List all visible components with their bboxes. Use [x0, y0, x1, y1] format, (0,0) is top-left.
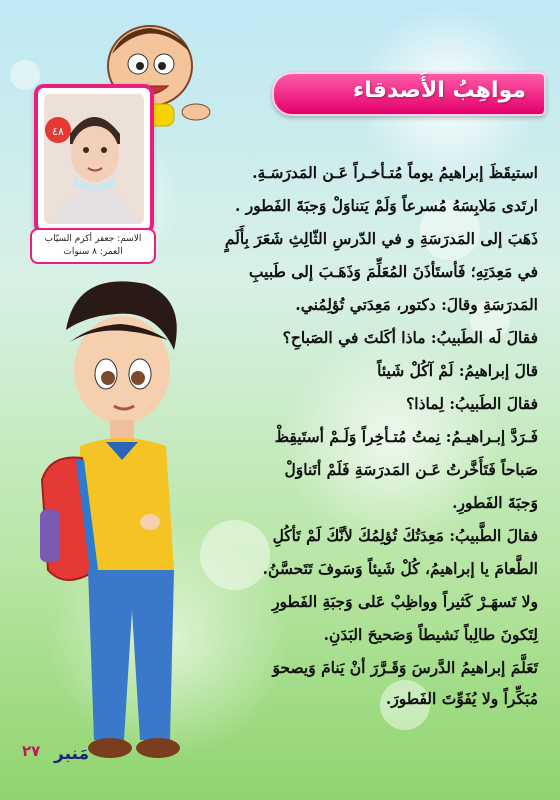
page-number: ٢٧ — [22, 742, 41, 760]
story-line: ارتَدى مَلابِسَهُ مُسرعاً وَلَمْ يَتناوَلْ وَجبَةَ الفَطور . — [235, 196, 538, 215]
boy-portrait-image — [44, 94, 144, 224]
author-photo — [44, 94, 144, 224]
photo-badge-number: ٤٨ — [52, 125, 64, 138]
author-caption — [30, 228, 156, 264]
story-line: فَـرَدَّ إبـراهيـمُ: نِمتُ مُتـأخِراً وَلَـمْ أستَيقِظْ — [274, 427, 538, 446]
story-line: صَباحاً فَتَأَخَّرتُ عَـن المَدرَسَةِ فَلَمْ أتَناوَلْ — [284, 460, 538, 479]
story-line: الطَّعامَ يا إبراهيمُ، كُلْ شَيئاً وَسَوفَ تَتَحسَّنُ. — [262, 559, 538, 578]
story-line: فقالَ الطَبيبُ: لِماذا؟ — [406, 394, 538, 413]
author-photo-frame — [34, 84, 154, 234]
story-line: تَعَلَّمَ إبراهيمُ الدَّرسَ وَقَـرَّرَ أنْ يَنامَ وَيصحوَ — [272, 658, 538, 677]
story-line: لِتَكونَ طالِباً نَشيطاً وَصَحيحَ البَدَنِ. — [323, 625, 538, 644]
story-line: مُبَكِّراً ولا يُفَوِّتَ الفَطورَ. — [385, 689, 538, 708]
story-line: وَجبَةَ الفَطورِ. — [452, 493, 538, 512]
story-line: ولا تَسهَـرْ كَثيراً وواظِبْ عَلى وَجبَةِ الفَطورِ — [272, 592, 538, 611]
story-line: قالَ إبراهيمُ: لَمْ آكُلْ شَيئاً — [377, 361, 538, 380]
story-line: ذَهَبَ إلى المَدرَسَةِ و في الدّرسِ الثّالِثِ شَعَرَ بِأَلَمٍ — [224, 229, 538, 248]
magazine-logo: مَنبر — [54, 744, 89, 764]
story-line: فقالَ الطَّبيبُ: مَعِدَتُكَ تُؤلِمُكَ لأنَّكَ لَمْ تَأكُلِ — [272, 526, 538, 545]
title-banner — [272, 72, 546, 116]
story-line: فقالَ لَه الطَبيبُ: ماذا أكَلتَ في الصَباحِ؟ — [282, 328, 538, 347]
author-age: العمر: ٨ سنوات — [63, 247, 123, 257]
page-title: مواهِبُ الأَصدقاء — [353, 78, 526, 103]
story-text — [158, 156, 538, 715]
schoolboy-illustration — [36, 270, 196, 770]
bokeh-light — [10, 60, 40, 90]
story-line: في مَعِدَتِهِ؛ فَأستَأذَنَ المُعَلِّمَ وَذَهَـبَ إلى طَبيبِ — [248, 262, 538, 281]
story-line: المَدرَسَةِ وقالَ: دكتور، مَعِدَتي تُؤلِمُني. — [295, 295, 538, 314]
story-line: استيقَظَ إبراهيمُ يوماً مُتـأخـراً عَـن المَدرَسَـةِ. — [252, 163, 538, 182]
author-name: الاسم: جعفر أكرم السيّاب — [44, 234, 142, 244]
